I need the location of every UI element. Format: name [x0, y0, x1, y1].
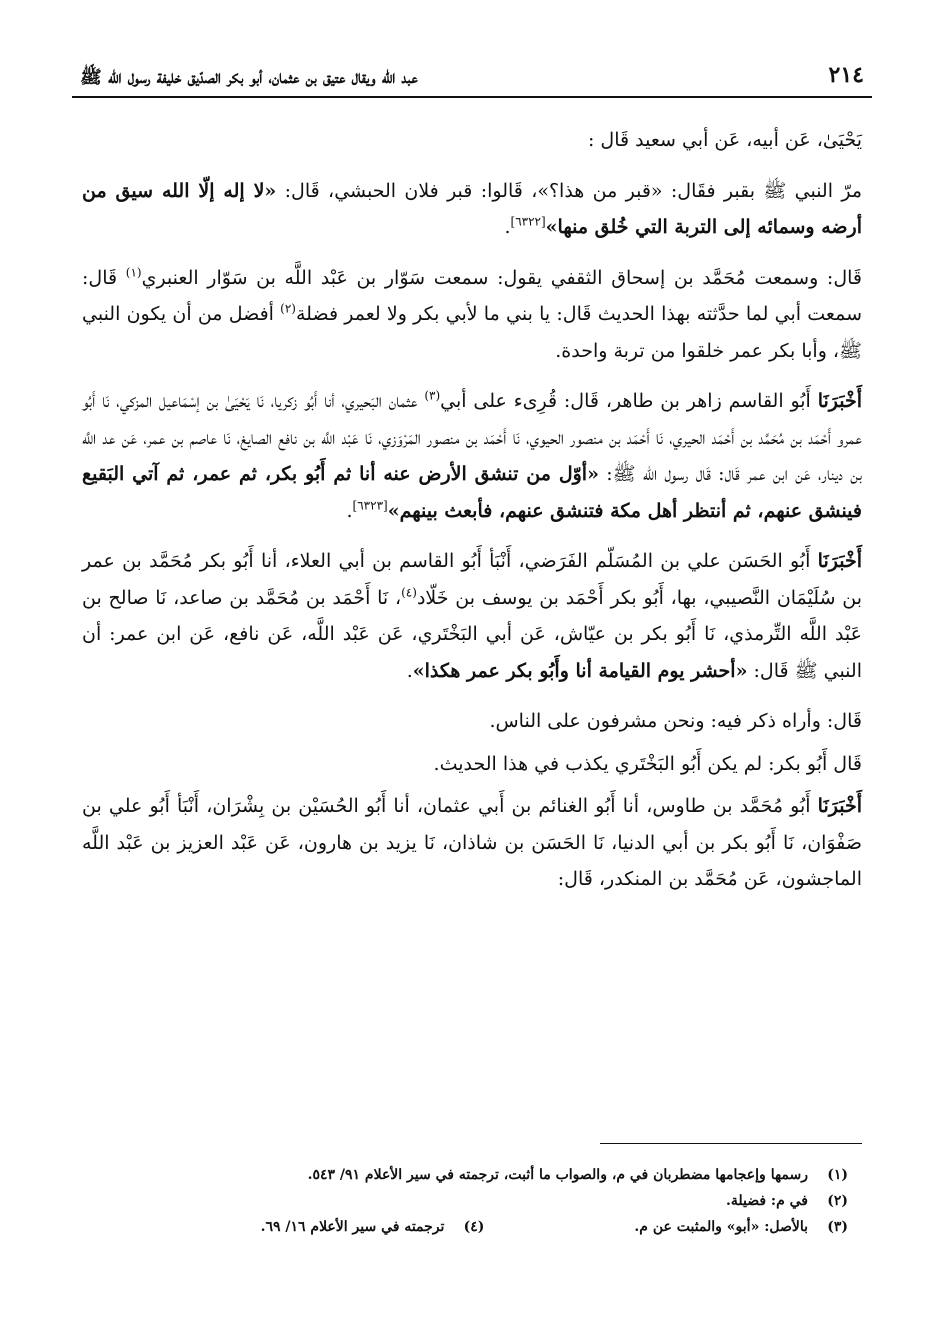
reference-marker: [٦٣٢٣] — [352, 498, 388, 513]
isnad-lead-word: أَخْبَرَنَا — [817, 390, 863, 412]
paragraph — [82, 260, 862, 370]
footnote-3 — [634, 1214, 848, 1240]
hadith-text: «لا إله إلّا الله سيق من أرضه وسمائه إلى التربة التي خُلق منها» — [82, 179, 862, 238]
footnote-text: رسمها وإعجامها مضطربان في م، والصواب ما أثبت، ترجمته في سير الأعلام ٩١/ ٥٤٣. — [307, 1167, 808, 1183]
text-run: . — [346, 499, 353, 522]
footnote-text: ترجمته في سير الأعلام ١٦/ ٦٩. — [260, 1219, 445, 1235]
footnotes — [92, 1162, 848, 1240]
reference-marker: (٢) — [280, 301, 296, 316]
text-run: عثمان البَحيري، أنا أَبُو زكريا، نَا يَحْيَىٰ بن إسْمَاعيل المزكي، نَا أَبُو عمرو أَحْمَد بن مُحَمَّد بن أَحْمَد الحيري، نَا أَحْمَد بن منصور الحيوي، نَا أَحْمَد بن منصور المَرْوَزي، نَا عَبْد اللَّه بن نافع الصايغ، نَا عاصم بن عمر، عَن عد اللَّه بن دينار، عَن ابن عمر قَال: قَال رسول الله ﷺ: — [82, 390, 862, 485]
isnad-lead-word: أَخْبَرَنَا — [817, 795, 862, 817]
main-text — [82, 122, 862, 912]
running-title: عبد الله ويقال عتيق بن عثمان، أبو بكر الصدّيق خليفة رسول الله ﷺ — [80, 67, 418, 88]
text-run: أفضل من أن يكون النبي ﷺ، وأبا بكر عمر خلقوا من تربة واحدة. — [82, 303, 862, 362]
paragraph — [82, 703, 862, 740]
footnote-number: (١) — [827, 1167, 848, 1183]
text-run: يَحْيَىٰ، عَن أبيه، عَن أبي سعيد قَال : — [587, 129, 862, 151]
footnote-text: في م: فضيلة. — [725, 1193, 808, 1209]
page-number: ٢١٤ — [828, 62, 864, 88]
paragraph — [82, 746, 862, 783]
paragraph — [82, 122, 862, 159]
footnote-number: (٢) — [827, 1193, 848, 1209]
text-run: قَال: سمعت أبي لما حدَّثته بهذا الحديث قَال: يا بني ما لأبي بكر ولا لعمر فضلة — [82, 266, 862, 325]
footnote-row — [92, 1214, 848, 1240]
hadith-text: «أوّل من تنشق الأرض عنه أنا ثم أَبُو بكر، ثم عمر، ثم آتي البَقيع فينشق عنهم، ثم أنتظر أهل مكة فتنشق عنهم، فأبعث بينهم» — [82, 463, 862, 522]
text-run: . — [504, 216, 511, 238]
footnote-divider — [600, 1143, 862, 1144]
text-run: أَبُو الحَسَن علي بن المُسَلّم الفَرَضي، أَنْبَأ أَبُو القاسم بن أبي العلاء، أنا أَبُو بكر مُحَمَّد بن عمر بن سُلَيْمَان النَّصيبي، بها، أَبُو بكر أَحْمَد بن يوسف بن خَلّاد — [82, 550, 862, 609]
footnote-2 — [92, 1188, 848, 1214]
reference-marker: (٤) — [401, 585, 417, 600]
text-run: قَال أَبُو بكر: لم يكن أَبُو البَخْتَري يكذب في هذا الحديث. — [433, 752, 862, 775]
text-run: أَبُو مُحَمَّد بن طاوس، أنا أَبُو الغنائم بن أَبي عثمان، أنا أَبُو الحُسَيْن بن بِشْرَان، أَنْبَأ أَبُو علي بن صَفْوَان، نَا أَبُو بكر بن أبي الدنيا، نَا الحَسَن بن شاذان، نَا يزيد بن هارون، عَن عَبْد العزيز بن عَبْد اللَّه الماجشون، عَن مُحَمَّد بن المنكدر، قَال: — [82, 795, 862, 890]
text-run: قَال: وأراه ذكر فيه: ونحن مشرفون على الناس. — [489, 710, 862, 732]
footnote-number: (٤) — [463, 1219, 485, 1235]
text-run: أَبُو القاسم زاهر بن طاهر، قَال: قُرِىء على أبي — [440, 390, 818, 412]
text-run: . — [406, 659, 413, 682]
reference-marker: [٦٣٢٢] — [510, 214, 546, 229]
paragraph — [82, 383, 862, 529]
hadith-text: «أحشر يوم القيامة أنا وأَبُو بكر عمر هكذا» — [412, 659, 748, 682]
footnote-1 — [92, 1162, 848, 1188]
paragraph — [82, 173, 862, 246]
reference-marker: (٣) — [424, 388, 441, 403]
paragraph — [82, 788, 862, 898]
footnote-4 — [261, 1214, 485, 1240]
text-run: ، نَا أَحْمَد بن مُحَمَّد بن صاعد، نَا صالح بن عَبْد اللَّه التِّرمذي، نَا أَبُو بكر بن عيّاش، عَن أبي البَخْتَري، عَن عَبْد اللَّه، عَن نافع، عَن ابن عمر: أن النبي ﷺ قَال: — [82, 586, 862, 682]
footnote-text: بالأصل: «أبو» والمثبت عن م. — [634, 1219, 808, 1235]
reference-marker: (١) — [125, 265, 142, 280]
footnote-number: (٣) — [827, 1219, 848, 1235]
page-header — [72, 56, 872, 98]
text-run: مرّ النبي ﷺ بقبر فقَال: «قبر من هذا؟»، قَالوا: قبر فلان الحبشي، قَال: — [276, 179, 862, 202]
isnad-lead-word: أَخْبَرَنَا — [817, 550, 862, 572]
paragraph — [82, 543, 862, 689]
text-run: قَال: وسمعت مُحَمَّد بن إسحاق الثقفي يقول: سمعت سَوّار بن عَبْد اللَّه بن سَوّار العنبري — [141, 266, 862, 289]
